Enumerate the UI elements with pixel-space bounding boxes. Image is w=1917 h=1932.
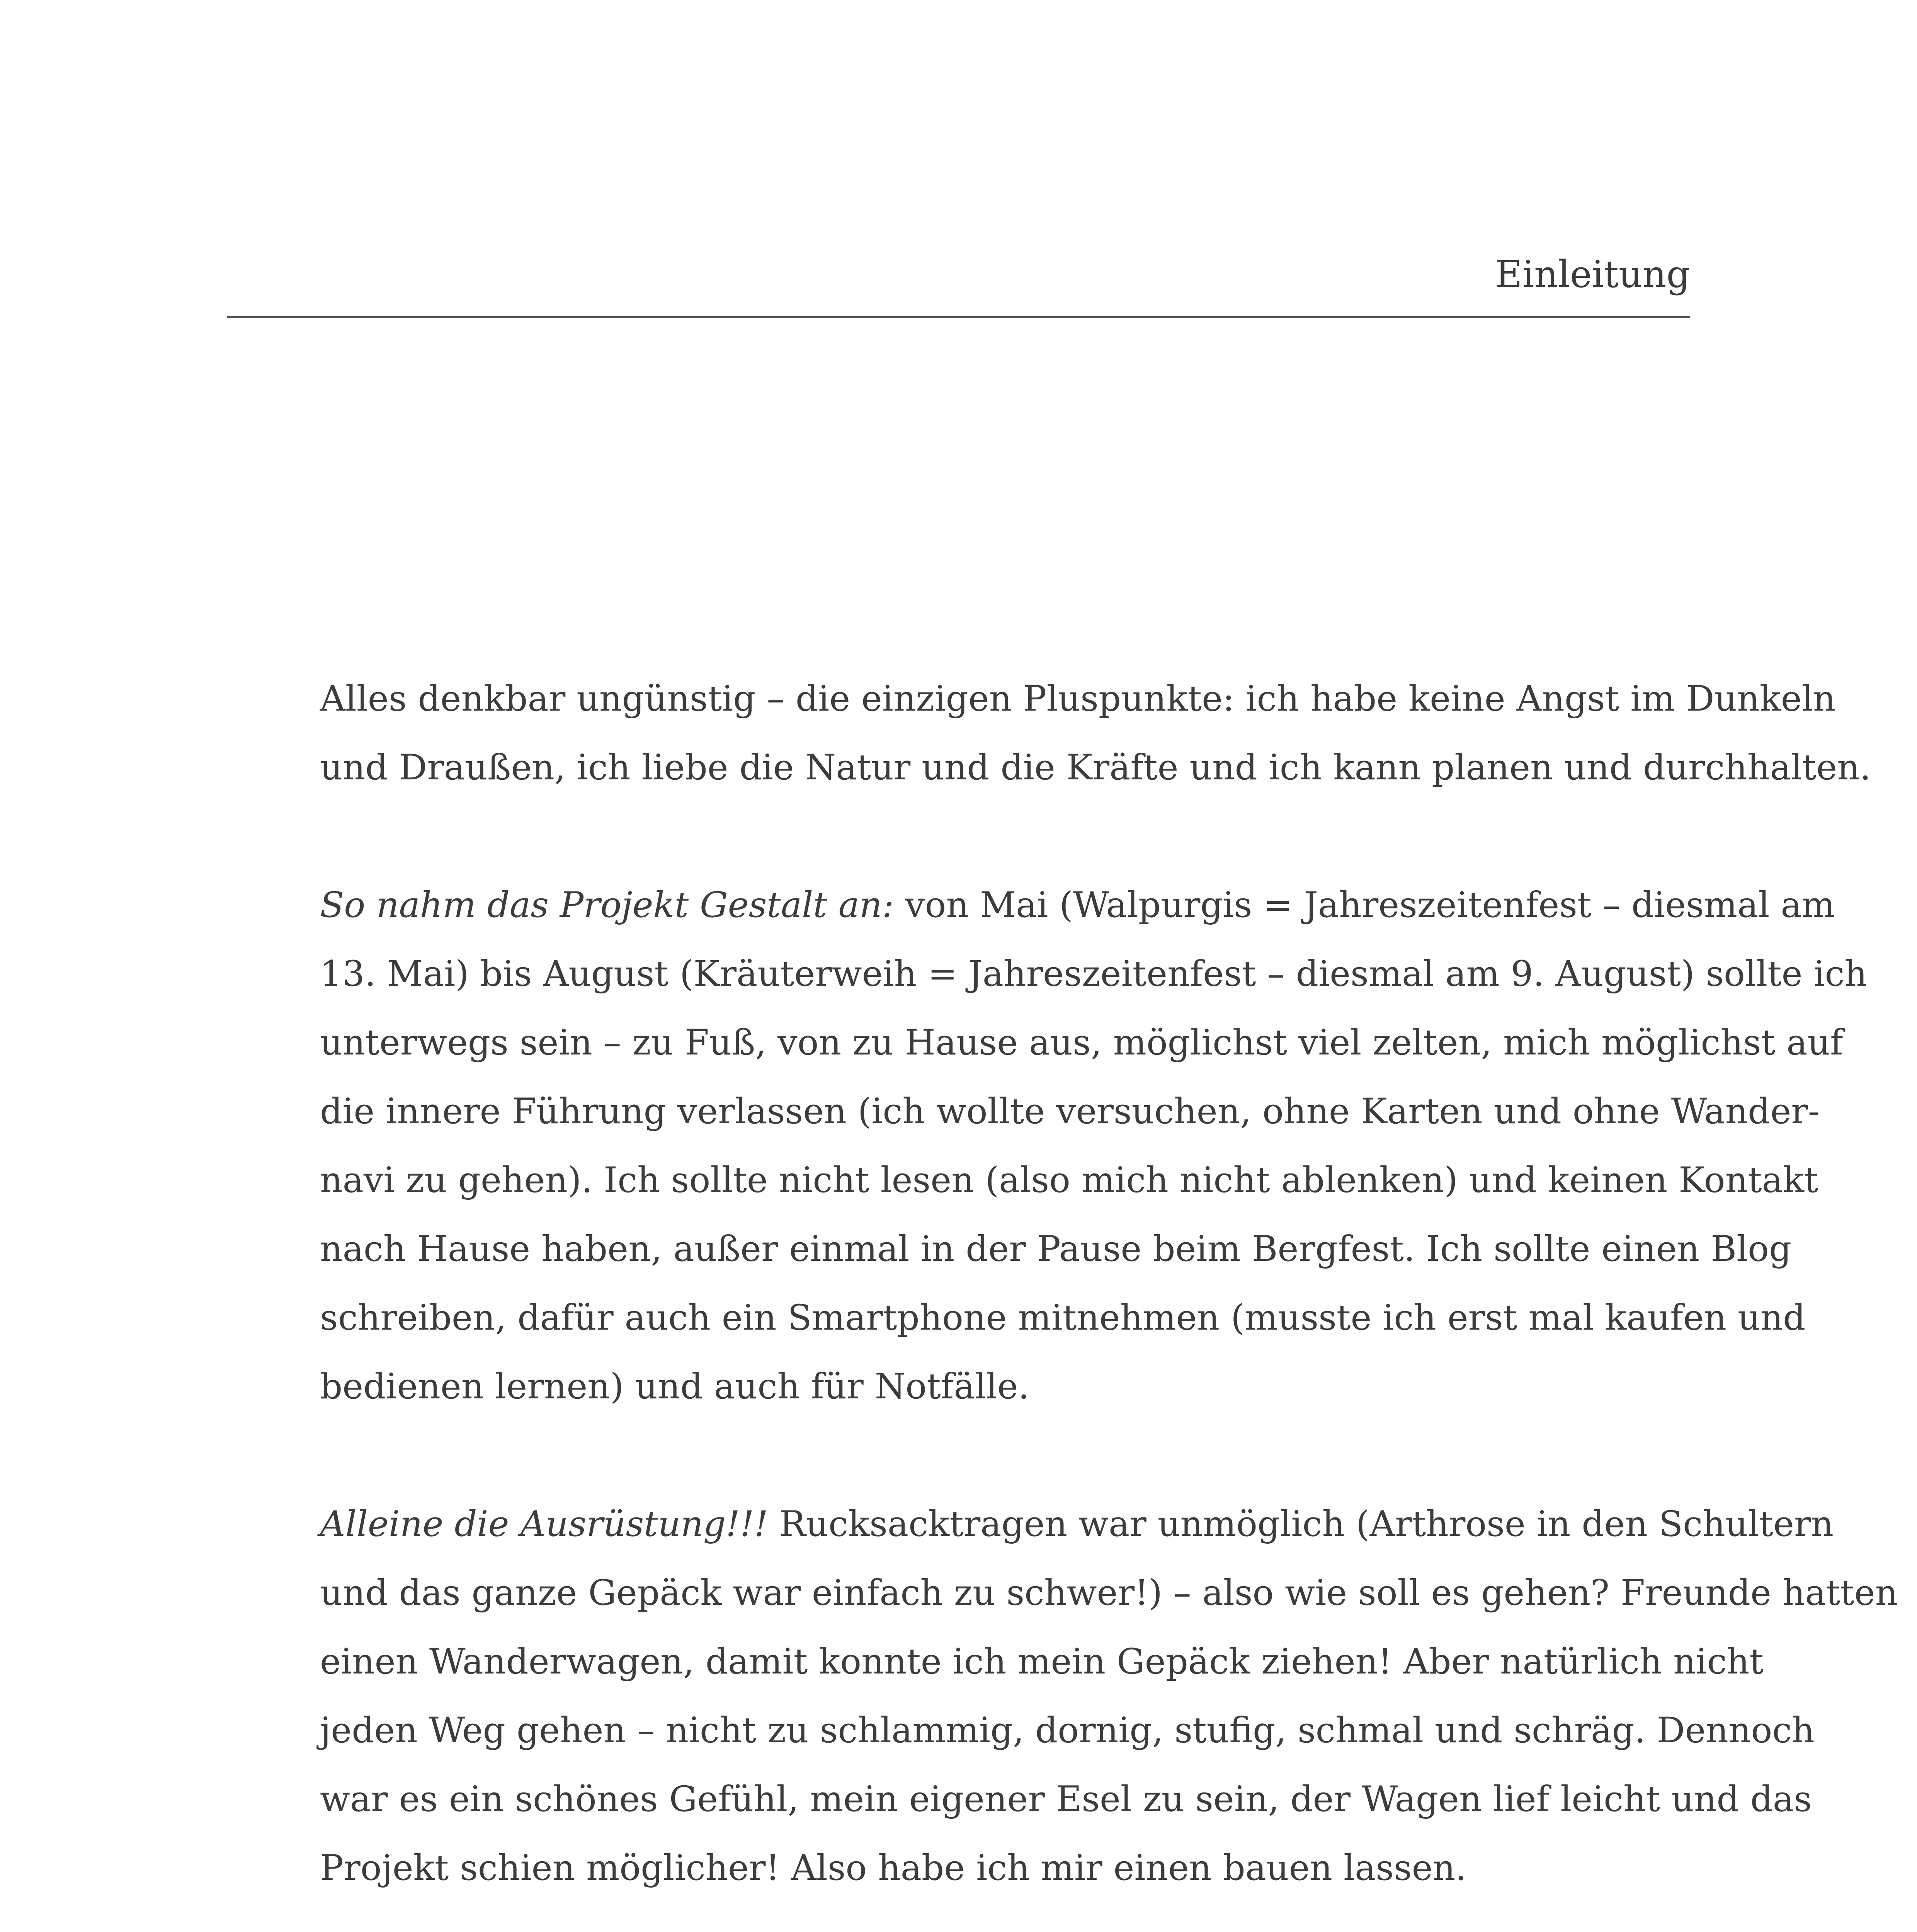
paragraph-gap [320,1421,1690,1490]
text-line: 13. Mai) bis August (Kräuterweih = Jahreszeitenfest – diesmal am 9. August) sollte ich [320,954,1868,994]
text-line: bedienen lernen) und auch für Notfälle. [320,1366,1029,1407]
paragraph-gap [320,1903,1690,1932]
paragraph-1 [320,665,1871,802]
text-line: Projekt schien möglicher! Also habe ich mir einen bauen lassen. [320,1848,1467,1888]
paragraph-gap [320,802,1690,871]
italic-lead: So nahm das Projekt Gestalt an: [320,885,894,925]
text-line: navi zu gehen). Ich sollte nicht lesen (also mich nicht ablenken) und keinen Kontakt [320,1160,1818,1201]
text-line: die innere Führung verlassen (ich wollte versuchen, ohne Karten und ohne Wander- [320,1091,1820,1132]
text-line: Alles denkbar ungünstig – die einzigen Pluspunkte: ich habe keine Angst im Dunkeln [320,679,1836,719]
text-line: einen Wanderwagen, damit konnte ich mein Gepäck ziehen! Aber natürlich nicht [320,1641,1764,1682]
italic-lead: Alleine die Ausrüstung!!! [320,1504,768,1544]
text-line: nach Hause haben, außer einmal in der Pause beim Bergfest. Ich sollte einen Blog [320,1229,1792,1269]
text-line: war es ein schönes Gefühl, mein eigener Esel zu sein, der Wagen lief leicht und das [320,1779,1812,1820]
paragraph-3 [320,1490,1898,1903]
text-line: und Draußen, ich liebe die Natur und die Kräfte und ich kann planen und durchhalten. [320,747,1871,788]
text-line: unterwegs sein – zu Fuß, von zu Hause aus, möglichst viel zelten, mich möglichst auf [320,1022,1843,1063]
text-line: So nahm das Projekt Gestalt an: von Mai (Walpurgis = Jahreszeitenfest – diesmal am [320,885,1835,925]
header-rule [227,316,1690,318]
paragraph-2 [320,871,1868,1421]
body-text [320,665,1898,1932]
text-line: und das ganze Gepäck war einfach zu schwer!) – also wie soll es gehen? Freunde hatten [320,1573,1898,1613]
text-line: schreiben, dafür auch ein Smartphone mitnehmen (musste ich erst mal kaufen und [320,1298,1806,1338]
text-line: Alleine die Ausrüstung!!! Rucksacktragen war unmöglich (Arthrose in den Schultern [320,1504,1834,1544]
running-header: Einleitung [1495,253,1690,296]
text-line: jeden Weg gehen – nicht zu schlammig, dornig, stufig, schmal und schräg. Dennoch [320,1710,1815,1751]
